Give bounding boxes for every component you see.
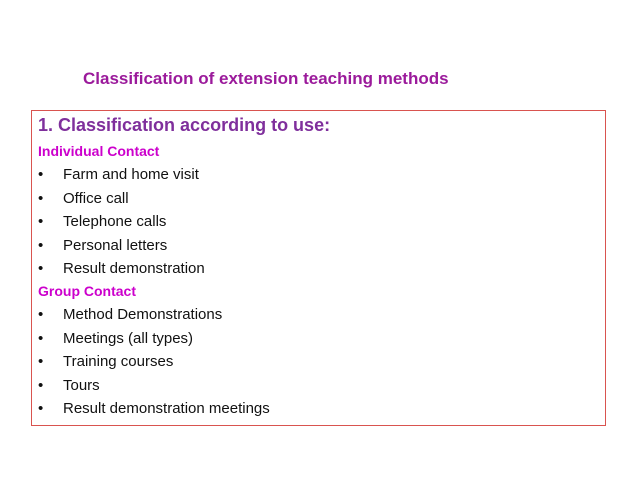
- list-item: • Telephone calls: [38, 210, 205, 234]
- section-heading: 1. Classification according to use:: [38, 115, 331, 135]
- list-item: • Meetings (all types): [38, 327, 270, 351]
- list-item: • Result demonstration meetings: [38, 397, 270, 421]
- slide-title: Classification of extension teaching methods: [83, 69, 449, 88]
- bullet-icon: •: [38, 400, 44, 417]
- list-item: • Office call: [38, 187, 205, 211]
- list-item: • Tours: [38, 374, 270, 398]
- bullet-icon: •: [38, 260, 44, 277]
- bullet-icon: •: [38, 306, 44, 323]
- content-box: [31, 110, 606, 426]
- group-heading-group: Group Contact: [38, 283, 136, 299]
- group-contact-list: [38, 303, 270, 421]
- list-item: • Farm and home visit: [38, 163, 205, 187]
- group-heading-individual: Individual Contact: [38, 143, 160, 159]
- bullet-icon: •: [38, 329, 44, 347]
- individual-contact-list: [38, 163, 205, 281]
- bullet-icon: •: [38, 213, 44, 230]
- bullet-icon: •: [38, 376, 44, 394]
- list-item: • Personal letters: [38, 234, 205, 258]
- bullet-icon: •: [38, 166, 44, 183]
- bullet-icon: •: [38, 236, 44, 254]
- list-item: • Training courses: [38, 350, 270, 374]
- bullet-icon: •: [38, 353, 44, 370]
- list-item: • Result demonstration: [38, 257, 205, 281]
- bullet-icon: •: [38, 189, 44, 207]
- list-item: • Method Demonstrations: [38, 303, 270, 327]
